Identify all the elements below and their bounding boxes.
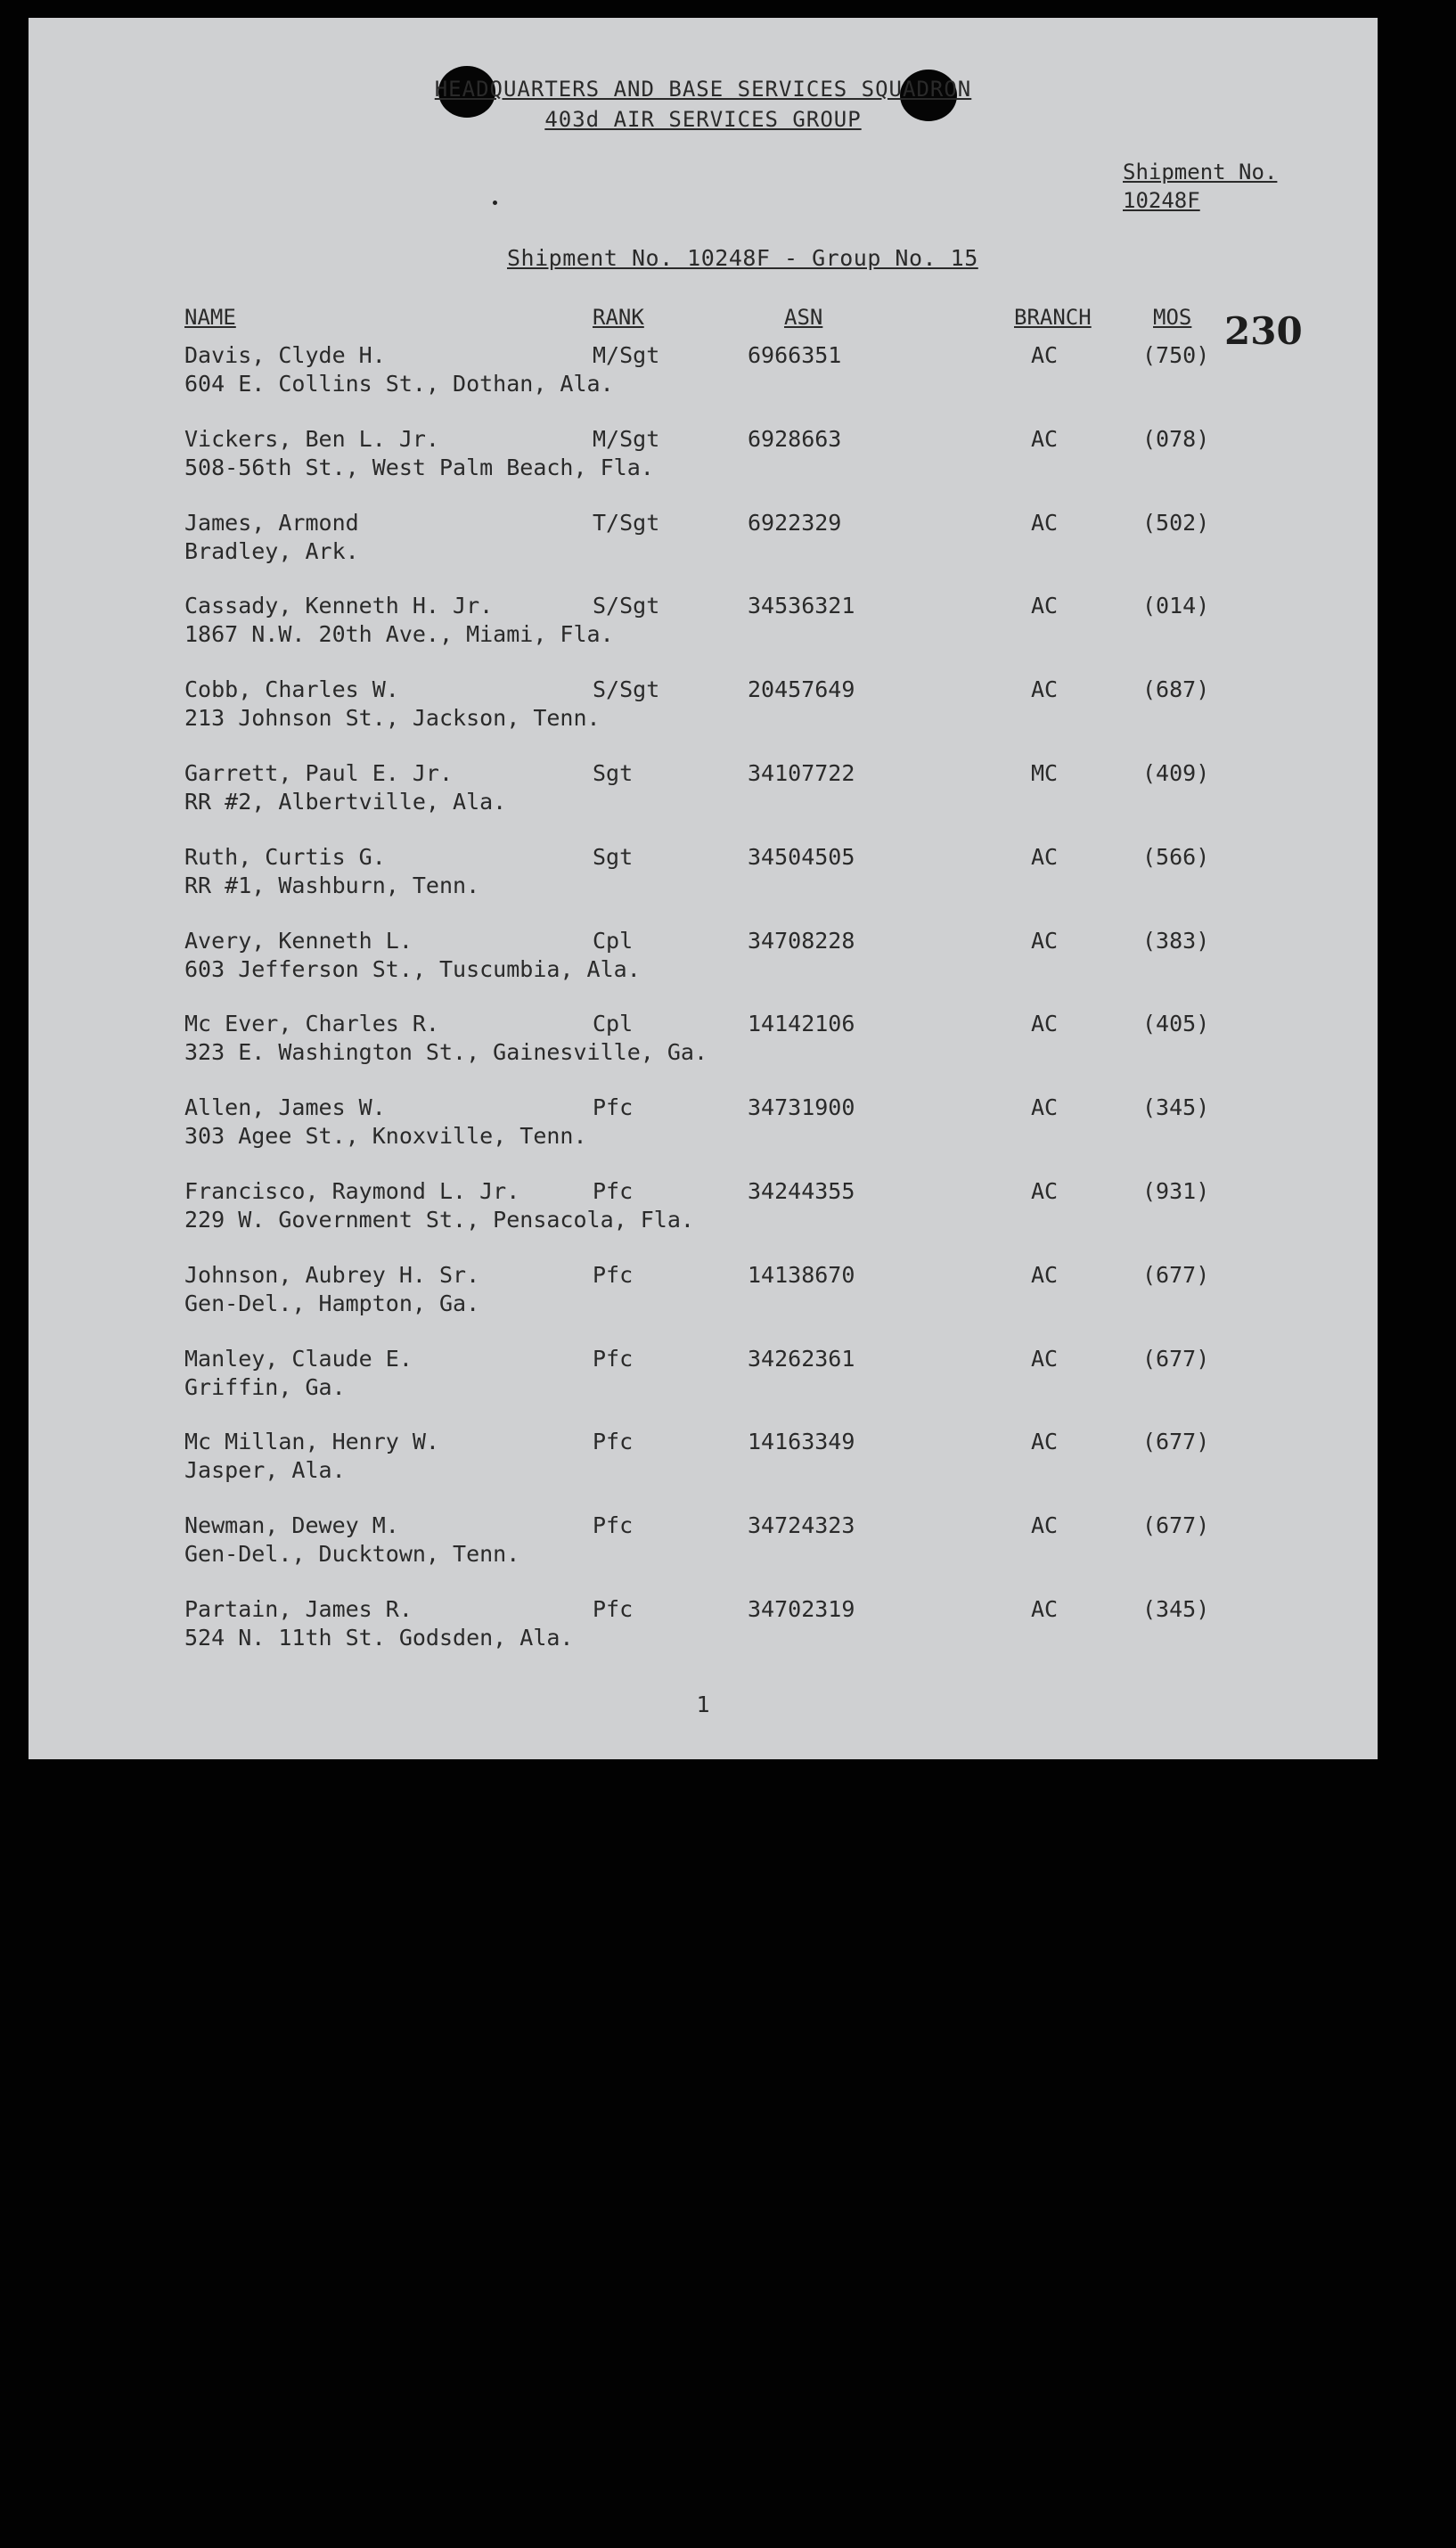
roster-rank: Pfc <box>593 1512 634 1539</box>
roster-mos: (502) <box>1142 509 1210 536</box>
roster-row <box>29 1346 1378 1417</box>
roster-name: Vickers, Ben L. Jr. <box>184 425 439 452</box>
roster-mos: (931) <box>1142 1178 1210 1204</box>
roster-branch: AC <box>1031 676 1059 703</box>
roster-address: 229 W. Government St., Pensacola, Fla. <box>184 1207 694 1233</box>
roster-mos: (677) <box>1142 1512 1210 1539</box>
roster-rank: M/Sgt <box>593 342 660 368</box>
roster-asn: 20457649 <box>748 676 855 703</box>
roster-address: 508-56th St., West Palm Beach, Fla. <box>184 454 654 480</box>
roster-rank: Pfc <box>593 1094 634 1121</box>
roster-address: 603 Jefferson St., Tuscumbia, Ala. <box>184 955 641 982</box>
roster-row <box>29 593 1378 664</box>
roster-mos: (383) <box>1142 927 1210 954</box>
roster-address: 323 E. Washington St., Gainesville, Ga. <box>184 1039 708 1066</box>
roster-row <box>29 510 1378 581</box>
roster-address: Bradley, Ark. <box>184 537 359 564</box>
roster-address: Griffin, Ga. <box>184 1373 346 1400</box>
roster-asn: 14142106 <box>748 1011 855 1037</box>
document-page <box>29 18 1378 1759</box>
roster-rank: S/Sgt <box>593 676 660 703</box>
roster-branch: AC <box>1031 1512 1059 1539</box>
roster-branch: AC <box>1031 1596 1059 1622</box>
roster-name: Mc Ever, Charles R. <box>184 1011 439 1037</box>
roster-branch: AC <box>1031 509 1059 536</box>
roster-mos: (345) <box>1142 1094 1210 1121</box>
column-header-rank: RANK <box>593 305 644 330</box>
roster-mos: (750) <box>1142 342 1210 368</box>
roster-branch: AC <box>1031 927 1059 954</box>
roster-rank: M/Sgt <box>593 425 660 452</box>
roster-name: Cassady, Kenneth H. Jr. <box>184 593 494 619</box>
roster-name: Manley, Claude E. <box>184 1345 413 1372</box>
roster-mos: (566) <box>1142 843 1210 870</box>
roster-row <box>29 1094 1378 1166</box>
roster-mos: (405) <box>1142 1011 1210 1037</box>
roster-rank: Pfc <box>593 1596 634 1622</box>
roster-asn: 34107722 <box>748 760 855 786</box>
roster-row <box>29 342 1378 414</box>
roster-name: Mc Millan, Henry W. <box>184 1429 439 1455</box>
ink-dot <box>493 201 497 205</box>
roster-address: RR #1, Washburn, Tenn. <box>184 872 480 898</box>
roster-asn: 34702319 <box>748 1596 855 1622</box>
roster-rank: Pfc <box>593 1345 634 1372</box>
roster-asn: 34724323 <box>748 1512 855 1539</box>
roster-address: Gen-Del., Hampton, Ga. <box>184 1290 480 1316</box>
roster-rank: Sgt <box>593 760 634 786</box>
roster-branch: MC <box>1031 760 1059 786</box>
roster-row <box>29 676 1378 748</box>
roster-rank: S/Sgt <box>593 593 660 619</box>
roster-row <box>29 1596 1378 1667</box>
roster-asn: 34262361 <box>748 1345 855 1372</box>
group-header: 403d AIR SERVICES GROUP <box>544 107 862 132</box>
roster-asn: 14138670 <box>748 1261 855 1288</box>
roster-branch: AC <box>1031 1094 1059 1121</box>
roster-address: Gen-Del., Ducktown, Tenn. <box>184 1541 520 1568</box>
roster-mos: (677) <box>1142 1261 1210 1288</box>
roster-rank: Cpl <box>593 927 634 954</box>
roster-name: Cobb, Charles W. <box>184 676 399 703</box>
stamped-page-number: 230 <box>1224 309 1303 353</box>
column-header-name: NAME <box>184 305 236 330</box>
roster-branch: AC <box>1031 843 1059 870</box>
roster-name: Newman, Dewey M. <box>184 1512 399 1539</box>
roster-name: Davis, Clyde H. <box>184 342 386 368</box>
roster-branch: AC <box>1031 1345 1059 1372</box>
roster-address: 1867 N.W. 20th Ave., Miami, Fla. <box>184 621 614 648</box>
roster-row <box>29 760 1378 832</box>
roster-row <box>29 1011 1378 1082</box>
roster-address: 604 E. Collins St., Dothan, Ala. <box>184 371 614 397</box>
roster-asn: 6928663 <box>748 425 842 452</box>
roster-row <box>29 1512 1378 1584</box>
roster-asn: 34708228 <box>748 927 855 954</box>
roster-asn: 6966351 <box>748 342 842 368</box>
group-title: Shipment No. 10248F - Group No. 15 <box>507 245 978 271</box>
roster-asn: 34244355 <box>748 1178 855 1204</box>
roster-row <box>29 1262 1378 1333</box>
roster-address: Jasper, Ala. <box>184 1457 346 1484</box>
shipment-block <box>1123 158 1277 215</box>
roster-address: 213 Johnson St., Jackson, Tenn. <box>184 705 601 732</box>
roster-branch: AC <box>1031 1261 1059 1288</box>
roster-mos: (014) <box>1142 593 1210 619</box>
roster-branch: AC <box>1031 593 1059 619</box>
roster-asn: 34504505 <box>748 843 855 870</box>
roster-name: Avery, Kenneth L. <box>184 927 413 954</box>
page-number: 1 <box>696 1692 710 1717</box>
roster-asn: 34536321 <box>748 593 855 619</box>
roster-mos: (345) <box>1142 1596 1210 1622</box>
roster-asn: 6922329 <box>748 509 842 536</box>
roster-name: Allen, James W. <box>184 1094 386 1121</box>
roster-mos: (078) <box>1142 425 1210 452</box>
roster-name: Francisco, Raymond L. Jr. <box>184 1178 520 1204</box>
roster-rank: Sgt <box>593 843 634 870</box>
roster-mos: (409) <box>1142 760 1210 786</box>
roster-address: RR #2, Albertville, Ala. <box>184 789 507 815</box>
roster-asn: 34731900 <box>748 1094 855 1121</box>
roster-mos: (677) <box>1142 1429 1210 1455</box>
roster-asn: 14163349 <box>748 1429 855 1455</box>
column-header-mos: MOS <box>1153 305 1192 330</box>
roster-name: Partain, James R. <box>184 1596 413 1622</box>
roster-name: Ruth, Curtis G. <box>184 843 386 870</box>
roster-name: James, Armond <box>184 509 359 536</box>
roster-rank: Pfc <box>593 1429 634 1455</box>
shipment-label: Shipment No. <box>1123 160 1278 184</box>
roster-row <box>29 1429 1378 1500</box>
roster-row <box>29 844 1378 915</box>
roster-mos: (677) <box>1142 1345 1210 1372</box>
roster-rank: Pfc <box>593 1178 634 1204</box>
roster-address: 524 N. 11th St. Godsden, Ala. <box>184 1625 574 1651</box>
shipment-number: 10248F <box>1123 188 1200 213</box>
roster-rank: Pfc <box>593 1261 634 1288</box>
roster-mos: (687) <box>1142 676 1210 703</box>
roster-branch: AC <box>1031 425 1059 452</box>
roster-rank: Cpl <box>593 1011 634 1037</box>
roster-address: 303 Agee St., Knoxville, Tenn. <box>184 1123 587 1150</box>
roster-branch: AC <box>1031 1429 1059 1455</box>
roster-branch: AC <box>1031 1178 1059 1204</box>
roster-row <box>29 1178 1378 1249</box>
roster-row <box>29 426 1378 497</box>
roster-name: Garrett, Paul E. Jr. <box>184 760 454 786</box>
roster-branch: AC <box>1031 1011 1059 1037</box>
roster-row <box>29 928 1378 999</box>
roster-rank: T/Sgt <box>593 509 660 536</box>
column-header-asn: ASN <box>784 305 823 330</box>
unit-header: HEADQUARTERS AND BASE SERVICES SQUADRON <box>434 77 972 102</box>
roster-name: Johnson, Aubrey H. Sr. <box>184 1261 480 1288</box>
column-header-branch: BRANCH <box>1014 305 1092 330</box>
roster-branch: AC <box>1031 342 1059 368</box>
